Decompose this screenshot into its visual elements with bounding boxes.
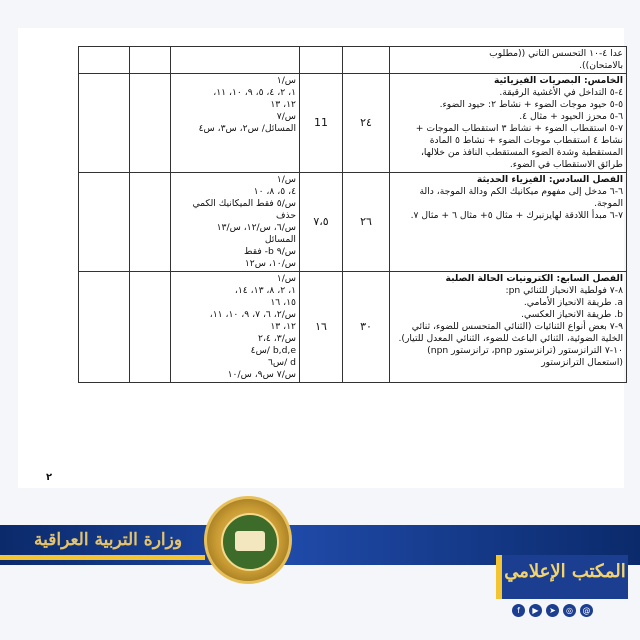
exercise-line: المسائل/ س٢، س٣، س٤ [198,123,296,134]
web-icon[interactable]: @ [580,604,593,617]
exercise-line: ١٢، ١٣ [270,321,296,332]
exercise-line: س/٧ س٩، س/١٠ [227,369,296,380]
exercise-line: b,d,e /س٤ [250,345,296,356]
topic-line: ٦-٥ محزز الحيود + مثال ٤. [519,111,623,122]
topic-line: ٥-٥ حيود موجات الضوء + نشاط ٢: حيود الضوء. [439,99,623,110]
exercise-line: س/١٠، س١٢ [244,258,296,269]
table-row [79,74,627,173]
topic-line: ٤-٥ التداخل في الأغشية الرقيقة. [499,87,623,98]
exercise-line: س/١ [276,273,296,284]
pages-cell: ٢٦ [343,173,390,272]
ministry-emblem-icon [204,496,292,584]
document-sheet [18,28,624,488]
hours-cell [300,47,343,74]
exercise-line: ١، ٢، ٤، ٥، ٩، ١٠، ١١، [213,87,296,98]
topic-line: a. طريقة الانحياز الأمامي. [523,297,623,308]
exercise-line: ١، ٢، ٨، ١٣، ١٤، [234,285,296,296]
exercise-line: س/١ [276,75,296,86]
exercise-line: حذف [275,210,296,221]
hours-cell: ١٦ [300,272,343,383]
empty-cell [130,272,171,383]
topic-line: عدا ٤-١٠ التحسس التاني ((مطلوب [489,48,623,59]
pages-cell: ٣٠ [343,272,390,383]
topic-line: ٨-٧ فولطية الانحياز للثنائي pn: [505,285,623,296]
exercises-cell [171,173,300,272]
exercises-cell [171,74,300,173]
empty-cell [130,173,171,272]
page-number: ٢ [46,472,53,483]
facebook-icon[interactable]: f [512,604,525,617]
exercise-line: ٤، ٥، ٨، ١٠ [253,186,296,197]
exercise-line: س/٢، ٦، ٧، ٩، ١٠، ١١، [209,309,296,320]
empty-cell [79,272,130,383]
media-office-badge [496,555,628,599]
exercise-line: س/٦، س/١٢، س/١٣ [216,222,296,233]
social-links [512,604,593,617]
exercise-line: ١٥، ١٦ [270,297,296,308]
topic-cell [390,173,627,272]
footer-gold-line [0,555,205,560]
exercise-line: س/٥ فقط الميكانيك الكمي [192,198,296,209]
empty-cell [130,47,171,74]
topic-cell [390,47,627,74]
exercises-cell [171,47,300,74]
syllabus-table [78,46,627,383]
table-row [79,272,627,383]
exercise-line: س/٣، ٢،٤ [258,333,296,344]
exercise-line: س/٧ [276,111,296,122]
youtube-icon[interactable]: ▶ [529,604,542,617]
hours-cell: ٧،٥ [300,173,343,272]
pages-cell: ٢٤ [343,74,390,173]
topic-cell [390,272,627,383]
instagram-icon[interactable]: ◎ [563,604,576,617]
ministry-name: وزارة التربية العراقية [34,530,183,550]
media-office-label: المكتب الإعلامي [504,561,626,582]
empty-cell [79,173,130,272]
exercise-line: المسائل [264,234,296,245]
empty-cell [79,74,130,173]
topic-line: بالامتحان)). [579,60,623,71]
chapter-title: الفصل السابع: الكترونيات الحالة الصلبة [445,273,623,284]
exercise-line: ١٢، ١٣ [270,99,296,110]
topic-line: ٦-٦ مدخل إلى مفهوم ميكانيك الكم ودالة الموجة، دالة الموجة. [419,186,623,209]
exercises-cell [171,272,300,383]
telegram-icon[interactable]: ➤ [546,604,559,617]
topic-cell [390,74,627,173]
pages-cell [343,47,390,74]
chapter-title: الخامس: البصريات الفيزيائية [493,75,623,86]
topic-line: ٧-٦ مبدأ اللادقة لهايزنبرك + مثال ٥+ مثال ٦ + مثال ٧. [410,210,623,221]
topic-line: ١٠-٧ الترانزستور (ترانزستور pnp، ترانزستور npn) (استعمال الترانزستور [427,345,623,368]
topic-line: ٧-٥ استقطاب الضوء + نشاط ٣ استقطاب الموجات + نشاط ٤ استقطاب موجات الضوء + نشاط ٥ المادة المستقطبة وشدة الضوء المستقطب النافذ من خلالها، طرائق الاستقطاب في الضوء. [415,123,623,170]
table-row [79,47,627,74]
hours-cell: 11 [300,74,343,173]
exercise-line: س/٩ b- فقط [243,246,296,257]
topic-line: ٩-٧ بعض أنواع الثنائيات (الثنائي المتحسس للضوء، ثنائي الخلية الضوئية، الثنائي الباعث للضوء، الثنائي المعدل للتيار). [398,321,623,344]
book-icon [235,531,265,551]
table-row [79,173,627,272]
exercise-line: d /س٦ [267,357,296,368]
empty-cell [130,74,171,173]
exercise-line: س/١ [276,174,296,185]
empty-cell [79,47,130,74]
topic-line: b. طريقة الانحياز العكسي. [521,309,623,320]
chapter-title: الفصل السادس: الفيزياء الحديثة [476,174,623,185]
